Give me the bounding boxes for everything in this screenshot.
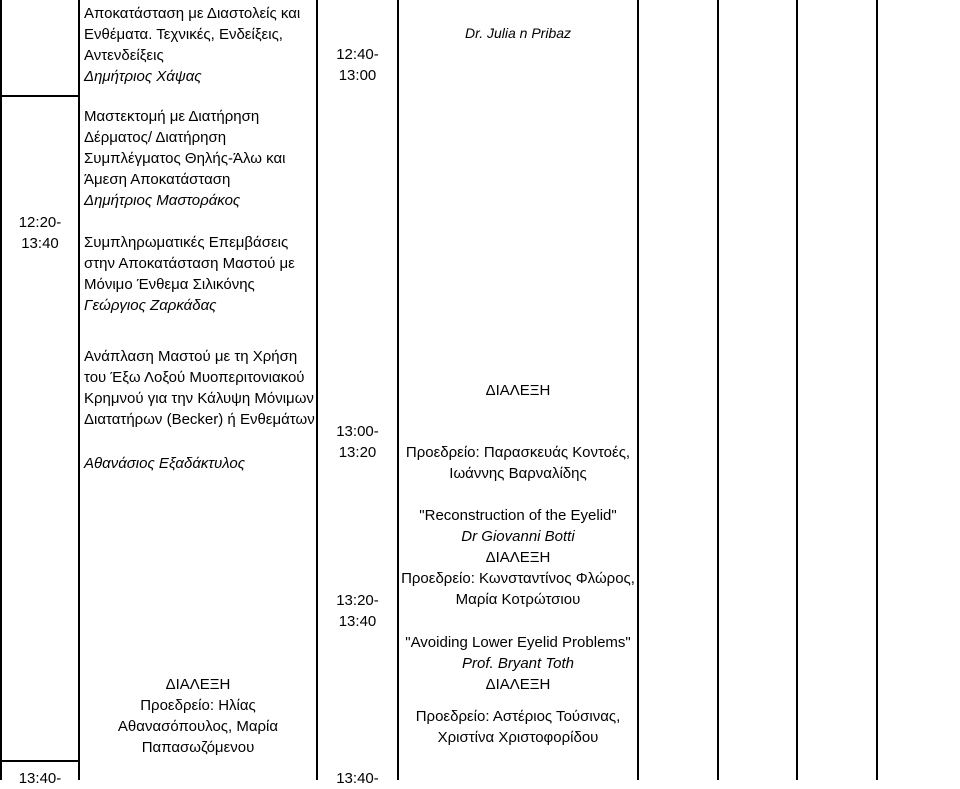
- lecture-speaker: Δημήτριος Μαστοράκος: [84, 192, 241, 209]
- chair-line: Ιωάννης Βαρναλίδης: [449, 465, 587, 482]
- lecture-title-line: Δέρματος/ Διατήρηση: [84, 129, 227, 146]
- lecture-title-line: Συμπλέγματος Θηλής-Άλω και: [84, 150, 286, 167]
- time-slot-mid-end: 13:00: [338, 67, 377, 84]
- chair-line: Αθανασόπουλος, Μαρία: [117, 718, 279, 735]
- lecture-title: "Avoiding Lower Eyelid Problems": [405, 634, 631, 651]
- time-slot-mid-start: 13:00-: [336, 423, 379, 440]
- discussion-title: ΔΙΑΛΕΞΗ: [485, 549, 551, 566]
- chair-line: Παπασωζόμενου: [141, 739, 255, 756]
- chair-line: Προεδρείο: Αστέριος Τούσινας,: [415, 708, 621, 725]
- lecture-title-line: Ενθέματα. Τεχνικές, Ενδείξεις,: [84, 26, 283, 43]
- chair-line: Προεδρείο: Παρασκευάς Κοντοές,: [405, 444, 631, 461]
- time-slot-mid-end: 13:20: [338, 444, 377, 461]
- time-slot-mid-start: 12:40-: [336, 46, 379, 63]
- time-slot-mid-start: 13:20-: [336, 592, 379, 609]
- lecture-title-line: Άμεση Αποκατάσταση: [84, 171, 231, 188]
- lecture-title-line: Ανάπλαση Μαστού με τη Χρήση: [84, 348, 298, 365]
- grid-row-divider-2: [0, 760, 80, 762]
- lecture-title-line: Αντενδείξεις: [84, 47, 164, 64]
- lecture-title-line: Μαστεκτομή με Διατήρηση: [84, 108, 260, 125]
- chair-line: Προεδρείο: Κωνσταντίνος Φλώρος,: [401, 570, 635, 587]
- discussion-title: ΔΙΑΛΕΞΗ: [485, 382, 551, 399]
- lecture-speaker: Prof. Bryant Toth: [461, 655, 574, 672]
- lecture-title-line: Μόνιμο Ένθεμα Σιλικόνης: [84, 276, 255, 293]
- grid-line-left: [0, 0, 2, 780]
- lecture-speaker: Dr Giovanni Botti: [461, 528, 575, 545]
- lecture-title-line: του Έξω Λοξού Μυοπεριτονιακού: [84, 369, 305, 386]
- grid-line-col5: [717, 0, 719, 780]
- lecture-title-line: Συμπληρωματικές Επεμβάσεις: [84, 234, 289, 251]
- lecture-title: "Reconstruction of the Eyelid": [419, 507, 617, 524]
- time-slot-mid-end: 13:40: [338, 613, 377, 630]
- grid-line-col2: [316, 0, 318, 780]
- lecture-speaker: Γεώργιος Ζαρκάδας: [84, 297, 217, 314]
- time-slot-left-partial: 13:40-: [18, 770, 62, 787]
- grid-line-col7: [876, 0, 878, 780]
- discussion-title: ΔΙΑΛΕΞΗ: [165, 676, 231, 693]
- time-slot-mid-partial: 13:40-: [336, 770, 379, 787]
- grid-line-col6: [796, 0, 798, 780]
- grid-row-divider-1: [0, 95, 80, 97]
- lecture-title-line: στην Αποκατάσταση Μαστού με: [84, 255, 295, 272]
- chair-line: Μαρία Κοτρώτσιου: [455, 591, 581, 608]
- grid-line-col1: [78, 0, 80, 780]
- lecture-title-line: Αποκατάσταση με Διαστολείς και: [84, 5, 301, 22]
- discussion-title: ΔΙΑΛΕΞΗ: [485, 676, 551, 693]
- grid-line-col4: [637, 0, 639, 780]
- chair-line: Χριστίνα Χριστοφορίδου: [437, 729, 599, 746]
- lecture-speaker: Δημήτριος Χάψας: [84, 68, 202, 85]
- lecture-speaker: Αθανάσιος Εξαδάκτυλος: [84, 455, 246, 472]
- time-slot-left-end: 13:40: [21, 235, 59, 252]
- time-slot-left-start: 12:20-: [18, 214, 62, 231]
- lecture-title-line: Διατατήρων (Becker) ή Ενθεμάτων: [84, 411, 315, 428]
- lecture-title-line: Κρημνού για την Κάλυψη Μόνιμων: [84, 390, 314, 407]
- speaker-top: Dr. Julia n Pribaz: [464, 25, 572, 41]
- chair-line: Προεδρείο: Ηλίας: [140, 697, 256, 714]
